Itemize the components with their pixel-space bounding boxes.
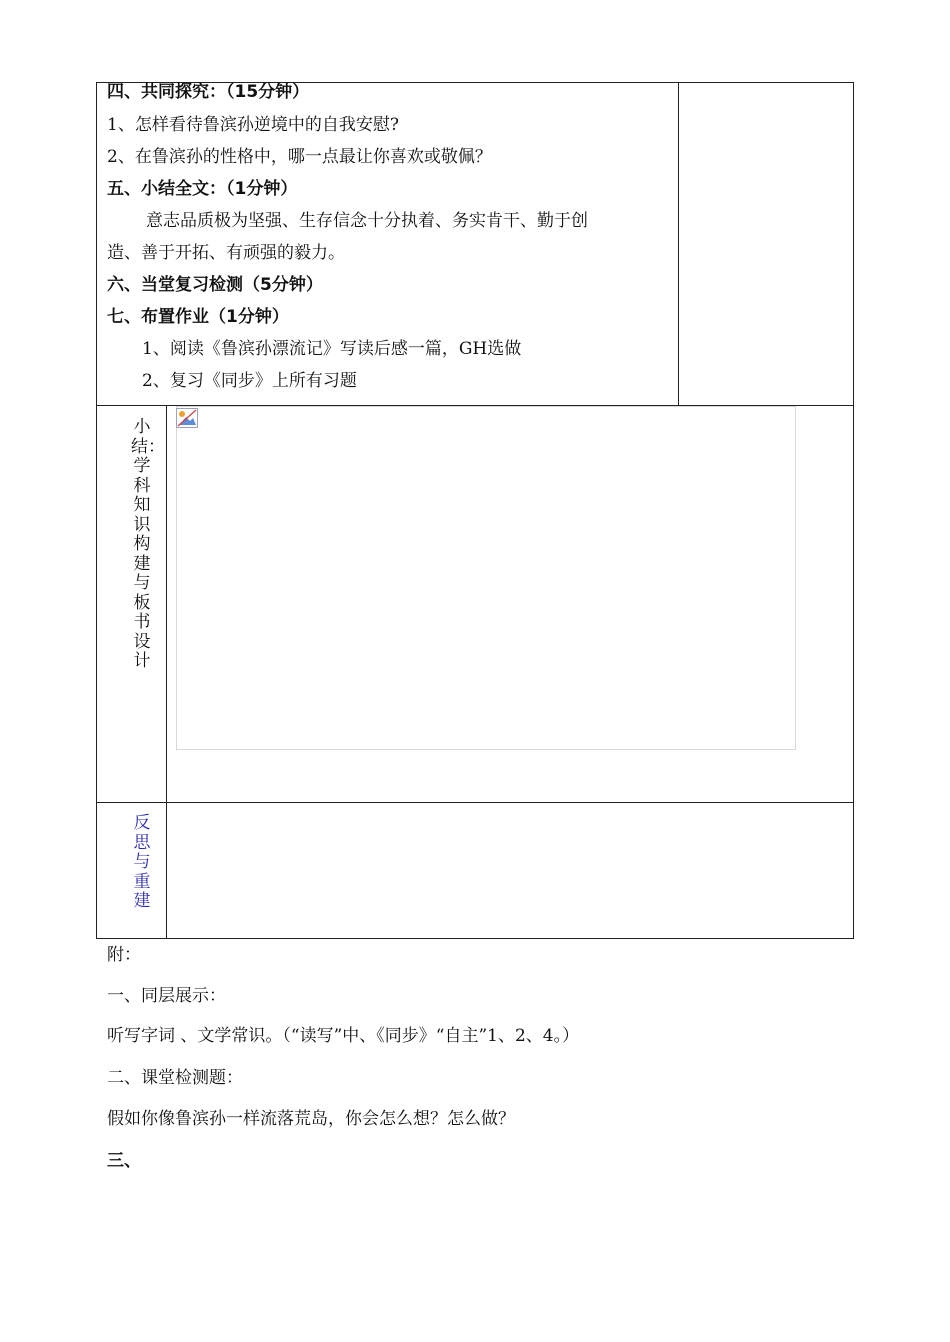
board-design-image-frame xyxy=(176,406,796,750)
section4-question-1: 1、怎样看待鲁滨孙逆境中的自我安慰? xyxy=(107,115,399,135)
section5-heading: 五、小结全文：（1分钟） xyxy=(107,179,298,199)
reflection-vertical-label: 反思与重建 xyxy=(133,813,151,911)
table-border-left xyxy=(96,82,97,939)
table-border-bottom xyxy=(96,938,854,939)
label-column-divider xyxy=(166,405,167,939)
summary-vertical-label: 小结：学科知识构建与板书设计 xyxy=(131,417,165,671)
appendix-label: 附： xyxy=(107,945,141,965)
section6-heading: 六、当堂复习检测（5分钟） xyxy=(107,275,323,295)
section7-item-1: 1、阅读《鲁滨孙漂流记》写读后感一篇，GH选做 xyxy=(142,339,522,359)
appendix-part1-title: 一、同层展示： xyxy=(107,986,226,1006)
row2-bottom-divider xyxy=(96,802,854,803)
appendix-part3-title: 三、 xyxy=(107,1151,141,1171)
section7-item-2: 2、复习《同步》上所有习题 xyxy=(142,371,357,391)
appendix-part2-text: 假如你像鲁滨孙一样流落荒岛，你会怎么想？怎么做？ xyxy=(107,1109,515,1129)
section4-question-2: 2、在鲁滨孙的性格中，哪一点最让你喜欢或敬佩？ xyxy=(107,147,492,167)
broken-image-icon xyxy=(176,408,198,428)
section7-heading: 七、布置作业（1分钟） xyxy=(107,307,289,327)
row1-right-divider xyxy=(678,82,679,406)
section4-heading: 四、共同探究：（15分钟） xyxy=(107,82,310,102)
appendix-part1-text: 听写字词 、文学常识。（“读写”中、《同步》“自主”1、2、4。） xyxy=(107,1026,580,1046)
section5-line-2: 造、善于开拓、有顽强的毅力。 xyxy=(107,243,345,263)
table-border-right xyxy=(853,82,854,939)
section5-line-1: 意志品质极为坚强、生存信念十分执着、务实肯干、勤于创 xyxy=(146,211,588,231)
appendix-part2-title: 二、课堂检测题： xyxy=(107,1068,243,1088)
